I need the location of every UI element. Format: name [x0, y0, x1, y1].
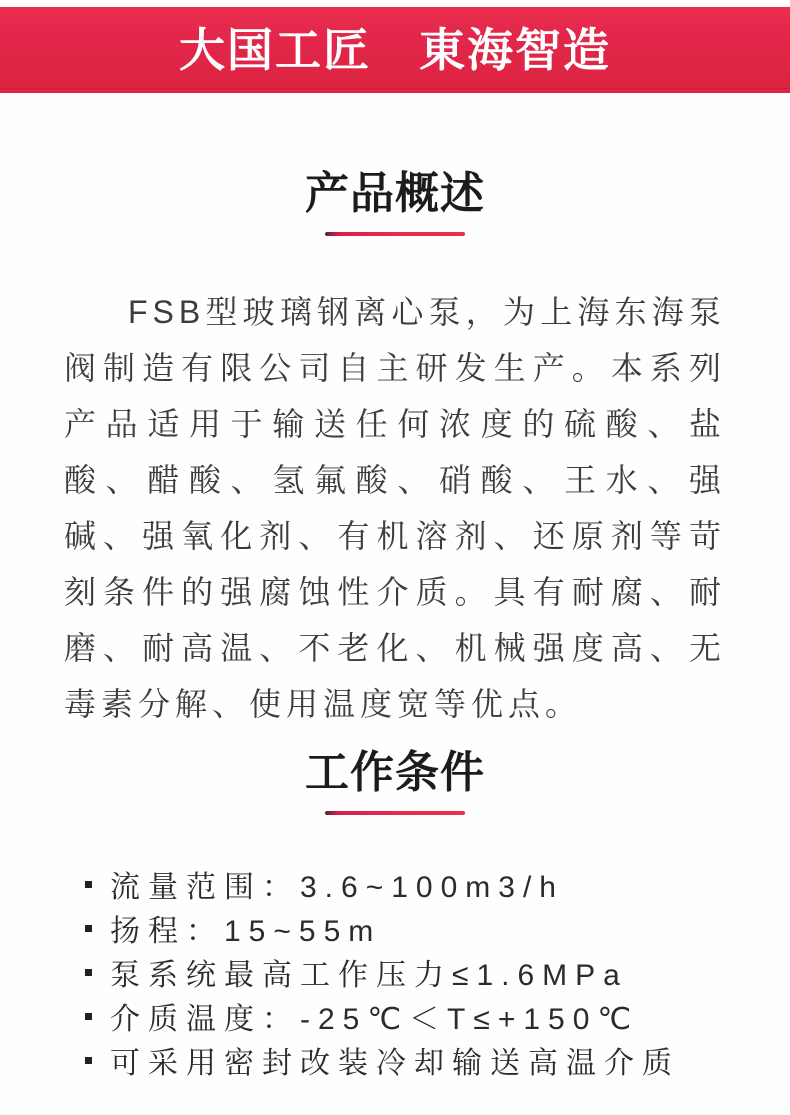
overview-paragraph: FSB型玻璃钢离心泵，为上海东海泵阀制造有限公司自主研发生产。本系列产品适用于输送任何浓度的硫酸、盐酸、醋酸、氢氟酸、硝酸、王水、强碱、强氧化剂、有机溶剂、还原剂等苛刻条件的强腐蚀性介质。具有耐腐、耐磨、耐高温、不老化、机械强度高、无毒素分解、使用温度宽等优点。 [64, 294, 726, 722]
conditions-section [0, 750, 790, 1082]
condition-text: 可采用密封改装冷却输送高温介质 [110, 1047, 680, 1080]
top-banner [0, 7, 790, 93]
conditions-title-underline [325, 811, 465, 815]
condition-item-medium-temperature [85, 994, 790, 1038]
overview-section [0, 171, 790, 732]
condition-text: 泵系统最高工作压力≤1.6MPa [110, 959, 628, 992]
bullet-icon [85, 969, 92, 976]
condition-text: 扬程：15~55m [110, 915, 382, 948]
banner-title: 大国工匠 東海智造 [179, 24, 611, 76]
condition-text: 流量范围：3.6~100m3/h [110, 871, 564, 904]
condition-item-flow-range [85, 862, 790, 906]
condition-item-head [85, 906, 790, 950]
bullet-icon [85, 881, 92, 888]
bullet-icon [85, 925, 92, 932]
overview-section-title: 产品概述 [305, 169, 485, 218]
bullet-icon [85, 1013, 92, 1020]
bullet-icon [85, 1057, 92, 1064]
conditions-list [85, 862, 790, 1082]
condition-item-max-pressure [85, 950, 790, 994]
condition-item-seal-cooling [85, 1038, 790, 1082]
overview-title-underline [325, 232, 465, 236]
condition-text: 介质温度：-25℃＜T≤+150℃ [110, 1003, 640, 1036]
conditions-section-title: 工作条件 [305, 748, 485, 797]
